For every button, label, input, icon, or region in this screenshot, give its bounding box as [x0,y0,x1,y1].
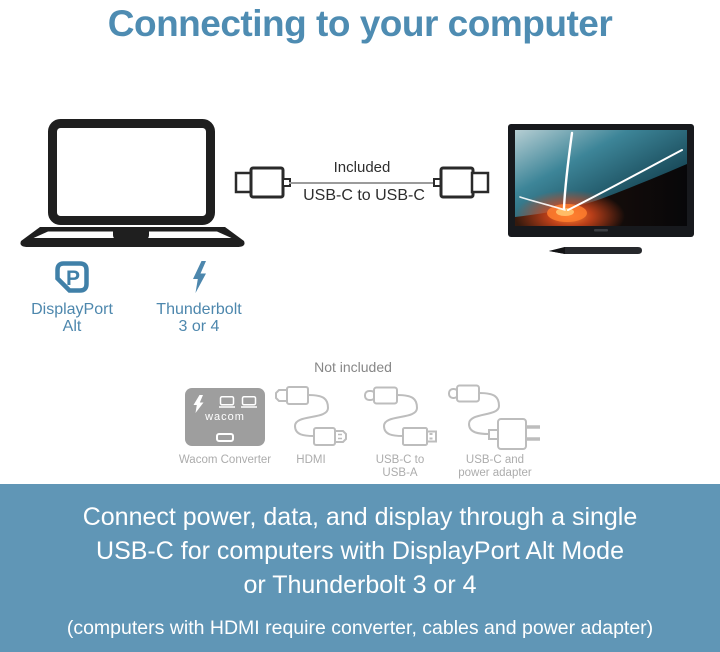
usb-c-power-adapter-icon [445,382,545,452]
hdmi-cable-icon [272,384,350,450]
not-included-item-usb-c-power-adapter [443,383,547,480]
info-banner [0,484,720,652]
displayport-label: DisplayPort [31,301,113,318]
displayport-alt-badge [19,261,125,335]
item-label: Wacom Converter [178,454,272,466]
cable-wire [289,182,435,184]
banner-main-text [0,500,720,602]
svg-text:P: P [65,267,81,290]
displayport-label-line2: Alt [62,318,82,335]
item-label-line2: USB-A [382,467,418,479]
stylus-pen-illustration [549,246,644,255]
usb-c-connector-right-icon [432,156,492,208]
not-included-item-usb-c-to-usb-a [353,383,447,480]
not-included-heading: Not included [314,359,392,375]
not-included-item-hdmi [263,383,359,467]
page-title: Connecting to your computer [107,3,613,44]
usb-c-cable-diagram [233,156,495,208]
banner-main-line: Connect power, data, and display through a single [82,503,638,531]
cable-type-label: USB-C to USB-C [303,187,425,204]
thunderbolt-label-line2: 3 or 4 [178,318,220,335]
item-label: USB-C and [465,454,525,466]
banner-note-text: (computers with HDMI require converter, cables and power adapter) [66,617,654,639]
display-icon [219,396,235,408]
banner-main-line: or Thunderbolt 3 or 4 [243,571,477,599]
usb-c-to-usb-a-cable-icon [361,384,439,450]
item-label: USB-C to [375,454,425,466]
thunderbolt-badge [147,261,251,335]
thunderbolt-icon [192,261,207,293]
item-label: HDMI [296,454,326,466]
item-label-line2: power adapter [458,467,532,479]
displayport-icon [55,261,89,293]
wacom-brand-text: wacom [205,411,245,423]
thunderbolt-label: Thunderbolt [156,301,242,318]
cable-included-label: Included [333,159,391,176]
pen-display-illustration [508,124,694,237]
banner-main-line: USB-C for computers with DisplayPort Alt Mode [96,537,624,565]
laptop-illustration [20,116,246,248]
display-icon [241,396,257,408]
converter-port [216,433,234,442]
wacom-converter-icon [185,388,265,446]
not-included-item-wacom-converter [173,383,277,467]
